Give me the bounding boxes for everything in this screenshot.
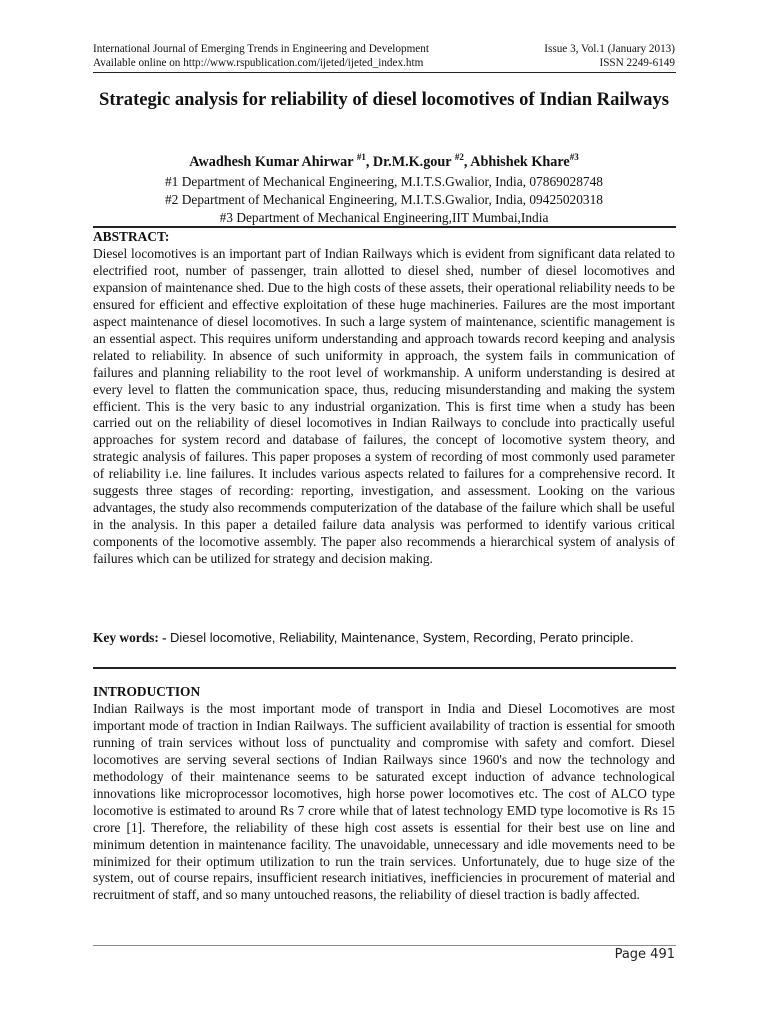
footer-rule xyxy=(93,945,676,946)
abstract-text: Diesel locomotives is an important part of Indian Railways which is evident from significant data related to electrified root, number of passenger, train allotted to diesel shed, number of diesel locomotives and expansion of maintenance shed. Due to the high costs of these assets, their operational reliability needs to be ensured for efficient and effective exploitation of these huge machineries. Failures are the most important aspect maintenance of diesel locomotives. In such a large system of maintenance, scientific management is an essential aspect. This requires uniform understanding and approach towards record keeping and analysis related to reliability. In absence of such uniformity in approach, the system fails in communication of failures and planning reliability to the root level of workmanship. A uniform understanding is desired at every level to flatten the communication space, thus, reducing misunderstanding and making the system efficient. This is the very basic to any industrial organization. This is first time when a study has been carried out on the reliability of diesel locomotives in Indian Railways to conclude into practically useful approaches for system record and database of failures, the concept of locomotive system theory, and strategic analysis of failures. This paper proposes a system of recording of most commonly used parameter of reliability i.e. line failures. It includes various aspects related to failures for a comprehensive record. It suggests three stages of recording: reporting, investigation, and assessment. Looking on the various advantages, the study also recommends computerization of the database of the failure which shall be useful in the analysis. In this paper a detailed failure data analysis was performed to identify various critical components of the locomotive assembly. The paper also recommends a hierarchical system of analysis of failures which can be utilized for strategy and decision making. xyxy=(93,245,675,567)
abstract-section xyxy=(93,229,675,568)
author-name: Dr.M.K.gour xyxy=(372,154,455,170)
affiliation-line: #2 Department of Mechanical Engineering, M.I.T.S.Gwalior, India, 09425020318 xyxy=(164,192,604,207)
page-number: Page 491 xyxy=(614,947,675,962)
keywords-section xyxy=(93,630,675,647)
journal-name: International Journal of Emerging Trends in Engineering and Development xyxy=(93,43,429,55)
journal-header xyxy=(93,42,675,70)
author-name: Awadhesh Kumar Ahirwar xyxy=(189,154,357,170)
introduction-heading: INTRODUCTION xyxy=(93,684,201,699)
keywords-text: Diesel locomotive, Reliability, Maintenance, System, Recording, Perato principle. xyxy=(169,630,634,645)
author-mark: #2 xyxy=(454,152,464,162)
keywords-label: Key words: - xyxy=(93,630,170,645)
keywords-bottom-rule xyxy=(93,667,676,669)
introduction-section xyxy=(93,684,675,904)
availability-line: Available online on http://www.rspublication.com/ijeted/ijeted_index.htm xyxy=(93,57,424,69)
abstract-heading: ABSTRACT: xyxy=(93,229,170,244)
affiliations xyxy=(93,173,675,227)
issn: ISSN 2249-6149 xyxy=(599,57,675,69)
author-line: Awadhesh Kumar Ahirwar $^{\#1}$, Dr.M.K.gour $^{\#2}$, Abhishek Khare$^{\#3}$ xyxy=(189,152,579,170)
affiliation-line: #1 Department of Mechanical Engineering, M.I.T.S.Gwalior, India, 07869028748 xyxy=(164,174,604,189)
paper-title: Strategic analysis for reliability of diesel locomotives of Indian Railways xyxy=(98,89,669,110)
affiliation-line: #3 Department of Mechanical Engineering,IIT Mumbai,India xyxy=(219,210,549,225)
author-mark: #3 xyxy=(569,152,579,162)
author-mark: #1 xyxy=(356,152,366,162)
introduction-text: Indian Railways is the most important mode of transport in India and Diesel Locomotives are most important mode of traction in Indian Railways. The sufficient availability of traction is essential for smooth running of train services without loss of punctuality and compromise with safety and comfort. Diesel locomotives are serving several sections of Indian Railways since 1960's and now the technology and methodology of their maintenance seems to be saturated except induction of advance technological innovations like microprocessor locomotives, high horse power locomotives etc. The cost of ALCO type locomotive is estimated to around Rs 7 crore while that of latest technology EMD type locomotive is Rs 15 crore [1]. Therefore, the reliability of these high cost assets is essential for their best use on line and minimum detention in maintenance facility. The unavoidable, unnecessary and idle movements need to be minimized for their optimum utilization to run the train services. Unfortunately, due to huge size of the system, out of course repairs, insufficient research initiatives, inefficiencies in procurement of material and recruitment of staff, and so many untouched reasons, the reliability of diesel traction is badly affected. xyxy=(93,700,675,903)
header-rule xyxy=(93,72,676,73)
author-name: Abhishek Khare xyxy=(470,154,570,170)
issue-info: Issue 3, Vol.1 (January 2013) xyxy=(544,43,675,55)
abstract-top-rule xyxy=(93,226,676,228)
